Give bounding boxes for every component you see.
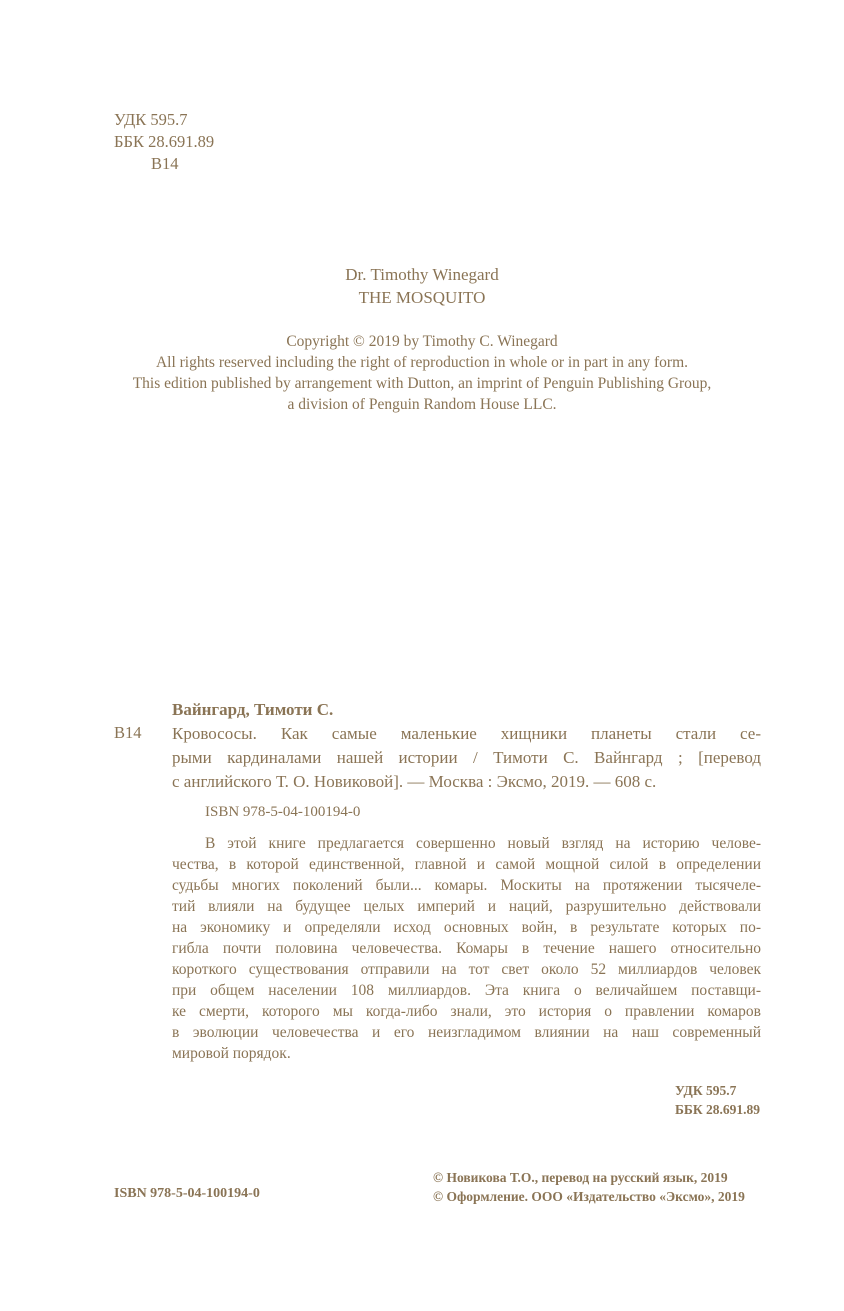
original-title xyxy=(0,264,844,309)
annotation-line: гибла почти половина человечества. Комары в течение нашего относительно xyxy=(172,940,761,957)
annotation-line: чества, в которой единственной, главной и самой мощной силой в определении xyxy=(172,856,761,873)
annotation-line: при общем населении 108 миллиардов. Эта книга о величайшем поставщи- xyxy=(172,982,761,999)
annotation-line: тий влияли на будущее целых империй и наций, разрушительно действовали xyxy=(172,898,761,915)
copyright-line: This edition published by arrangement with Dutton, an imprint of Penguin Publishing Group, xyxy=(132,375,712,392)
original-book-title: THE MOSQUITO xyxy=(358,287,486,307)
udk-code: УДК 595.7 xyxy=(114,110,188,129)
original-author: Dr. Timothy Winegard xyxy=(345,265,499,284)
annotation-line: ке смерти, которого мы когда-либо знали, это история о правлении комаров xyxy=(172,1003,761,1020)
author-mark-left: В14 xyxy=(114,723,142,742)
annotation-line: короткого существования отправили на тот свет около 52 миллиардов человек xyxy=(172,961,761,978)
bbk-code-bottom: ББК 28.691.89 xyxy=(674,1102,760,1117)
design-copyright: © Оформление. ООО «Издательство «Эксмо», 2019 xyxy=(433,1189,745,1204)
top-classification xyxy=(114,109,214,175)
copyright-line: Copyright © 2019 by Timothy C. Winegard xyxy=(286,333,558,350)
annotation-line: мировой порядок. xyxy=(172,1045,291,1062)
isbn-bottom: ISBN 978-5-04-100194-0 xyxy=(114,1186,260,1201)
udk-code-bottom: УДК 595.7 xyxy=(674,1083,737,1098)
description-line: рыми кардиналами нашей истории / Тимоти С. Вайнгард ; [перевод xyxy=(172,748,761,767)
isbn: ISBN 978-5-04-100194-0 xyxy=(205,804,361,820)
description-line: Кровососы. Как самые маленькие хищники планеты стали се- xyxy=(172,724,761,743)
copyright-notice xyxy=(0,331,844,415)
author-heading: Вайнгард, Тимоти С. xyxy=(172,700,334,719)
annotation-line: на экономику и определяли исход основных войн, в результате которых по- xyxy=(172,919,761,936)
annotation-line: в эволюции человечества и его неизгладимом влиянии на наш современный xyxy=(172,1024,761,1041)
annotation-line: В этой книге предлагается совершенно новый взгляд на историю челове- xyxy=(205,835,761,852)
annotation xyxy=(172,833,761,1064)
copyright-holders xyxy=(433,1168,745,1206)
copyright-line: a division of Penguin Random House LLC. xyxy=(287,396,557,413)
annotation-line: судьбы многих поколений были... комары. Москиты на протяжении тысячеле- xyxy=(172,877,761,894)
translation-copyright: © Новикова Т.О., перевод на русский язык, 2019 xyxy=(433,1170,728,1185)
author-mark: В14 xyxy=(151,154,179,173)
description-line: с английского Т. О. Новиковой]. — Москва : Эксмо, 2019. — 608 с. xyxy=(172,772,657,791)
bbk-code: ББК 28.691.89 xyxy=(114,132,215,151)
copyright-line: All rights reserved including the right of reproduction in whole or in part in any form. xyxy=(155,354,689,371)
bottom-classification xyxy=(675,1081,760,1119)
